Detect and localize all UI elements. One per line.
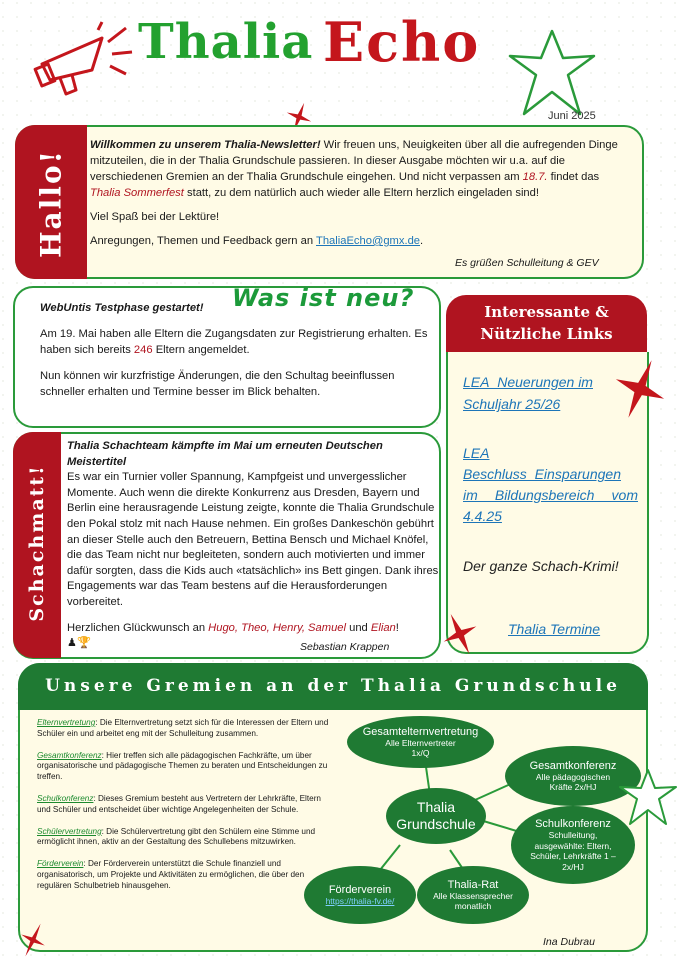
whats-new-badge: Was ist neu? (232, 284, 415, 312)
chess-tab-label: Schachmatt! (26, 464, 48, 622)
team-last-name: Elian (370, 621, 396, 634)
webuntis-heading: WebUntis Testphase gestartet! (40, 302, 204, 314)
node-foerderverein (304, 866, 416, 924)
feedback-end: . (420, 235, 424, 247)
committee-term: Gesamtkonferenz (37, 750, 102, 760)
node-gesamtelternvertretung (347, 716, 494, 768)
sparkle-icon (18, 920, 48, 960)
chess-body: Es war ein Turnier voller Spannung, Kampfgeist und unvergesslicher Momente. Auch wenn die direkte Konkurrenz aus Dresden, Bayern und Berlin eine herausragende Leistung zeigte, konnte die Thalia Grundschule den Pokal stolz mit nach Hause nehmen. Ein großes Dankeschön gebührt an dieser Stelle auch den Betreuern, Bettina Bensch und Michael Knöfel, die das Team nicht nur begleiteten, sondern auch motivierten und immer dafür sorgten, dass die Kids auch «tatsächlich» ins Bett gingen. Dank ihres Engagements war das Team bestens auf die Herausforderungen vorbereitet. (67, 471, 439, 608)
node-title: Gesamtelternvertretung (362, 725, 479, 738)
chess-heading: Thalia Schachteam kämpfte im Mai um erneuten Deutschen Meistertitel (67, 440, 383, 468)
welcome-intro-mid: findet das (547, 171, 600, 183)
newsletter-title-thalia: Thalia (138, 14, 314, 70)
welcome-intro: Wir freuen uns, Neuigkeiten über all die aufregenden Dinge mitzuteilen, die in der Thalia Grundschule passieren. In dieser Ausgabe möchten wir u.a. auf die verschiedenen Gremien an der Thalia Grundschule eingehen. Und nicht verpassen am (90, 139, 618, 183)
congrats-end: ! (395, 621, 399, 634)
link-lea-beschluss[interactable]: LEA Beschluss_Einsparungen im Bildungsbereich vom 4.4.25 (463, 445, 638, 524)
committee-term: Schulkonferenz (37, 793, 94, 803)
welcome-intro-end: statt, zu dem natürlich auch wieder alle Eltern herzlich eingeladen sind! (183, 187, 539, 199)
webuntis-p1-end: Eltern angemeldet. (152, 344, 250, 356)
chess-trophy-icons: ♟🏆 (67, 637, 91, 650)
welcome-intro-bold: Willkommen zu unserem Thalia-Newsletter! (90, 139, 321, 151)
node-schulkonferenz (511, 806, 635, 884)
foerderverein-link[interactable]: https://thalia-fv.de/ (325, 895, 395, 906)
node-thalia-rat (417, 866, 529, 924)
welcome-tab-label: Hallo! (34, 149, 68, 258)
link-thalia-termine[interactable]: Thalia Termine (508, 621, 601, 637)
node-title: Gesamtkonferenz (529, 759, 617, 772)
newsletter-title-echo: Echo (323, 10, 481, 74)
node-thalia-grundschule (386, 788, 486, 844)
star-outline-icon (618, 768, 678, 826)
node-subtitle: Alle Klassensprecher monatlich (433, 890, 513, 911)
committees-author: Ina Dubrau (543, 936, 595, 948)
chess-author: Sebastian Krappen (300, 641, 390, 653)
committee-desc: : Die Elternvertretung setzt sich für die Interessen der Eltern und Schüler ein und arbeitet eng mit der Schulleitung zusammen. (37, 718, 329, 738)
congrats-text: Herzlichen Glückwunsch an (67, 621, 209, 634)
congrats-and: und (346, 621, 371, 634)
feedback-text: Anregungen, Themen und Feedback gern an (90, 235, 316, 247)
committee-desc: : Hier treffen sich alle pädagogischen Fachkräfte, um über organisatorische und pädagogische Themen zu beraten und Entscheidungen zu treffen. (37, 750, 328, 782)
node-subtitle: Alle Elternvertreter 1x/Q (385, 737, 456, 758)
event-name: Thalia Sommerfest (90, 187, 184, 199)
node-subtitle: Schulleitung, ausgewählte: Eltern, Schüler, Lehrkräfte 1 – 2x/HJ (530, 830, 616, 872)
node-title: Thalia Grundschule (396, 799, 476, 832)
node-subtitle: Alle pädagogischen Kräfte 2x/HJ (535, 771, 611, 792)
team-names: Hugo, Theo, Henry, Samuel (208, 621, 346, 634)
webuntis-p1: Am 19. Mai haben alle Eltern die Zugangsdaten zur Registrierung erhalten. Es haben sich bereits (40, 328, 428, 356)
node-title: Thalia-Rat (447, 878, 499, 891)
registration-count: 246 (133, 344, 153, 356)
links-heading: Interessante & Nützliche Links (446, 295, 647, 352)
webuntis-p2: Nun können wir kurzfristige Änderungen, die den Schultag beeinflussen schneller erhalten und Termine besser im Blick behalten. (40, 370, 395, 398)
committee-term: Förderverein (37, 859, 84, 869)
welcome-signature: Es grüßen Schulleitung & GEV (455, 257, 599, 269)
node-title: Schulkonferenz (535, 818, 611, 830)
committee-desc: : Dieses Gremium besteht aus Vertretern der Lehrkräfte, Eltern und Schüler und entscheidet über wichtige Angelegenheiten der Schule. (37, 793, 321, 814)
link-lea-neuerungen[interactable]: LEA_Neuerungen im Schuljahr 25/26 (463, 374, 593, 412)
welcome-enjoy: Viel Spaß bei der Lektüre! (90, 211, 220, 223)
node-title: Förderverein (328, 883, 392, 896)
email-link[interactable]: ThaliaEcho@gmx.de (316, 235, 421, 247)
committee-desc: : Die Schülervertretung gibt den Schülern eine Stimme und ermöglicht ihnen, aktiv an der Gestaltung des Schullebens mitzuwirken. (37, 826, 316, 847)
committee-desc: : Der Förderverein unterstützt die Schule finanziell und organisatorisch, um Projekte und Aktivitäten zu ermöglichen, die über den regulären Schulbetrieb hinausgehen. (37, 859, 305, 890)
committee-term: Elternvertretung (37, 718, 96, 727)
event-date: 18.7. (522, 171, 548, 183)
committee-term: Schülervertretung (37, 826, 102, 836)
issue-date: Juni 2025 (548, 110, 596, 122)
link-schach-krimi[interactable]: Der ganze Schach-Krimi! (463, 558, 619, 574)
committees-heading: Unsere Gremien an der Thalia Grundschule (18, 663, 648, 710)
